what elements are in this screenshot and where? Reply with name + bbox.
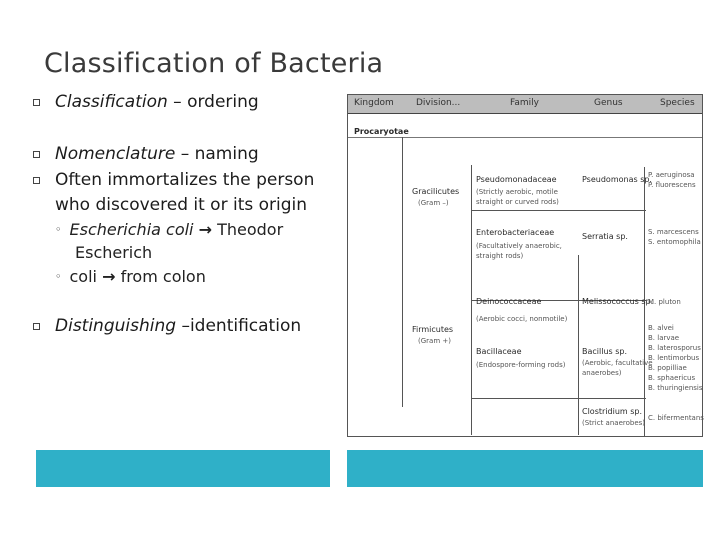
species-cell: P. aeruginosa bbox=[648, 171, 695, 179]
bullet-text: Often immortalizes the person bbox=[55, 170, 315, 190]
sub-bullet-item bbox=[55, 218, 283, 242]
family-note: straight rods) bbox=[476, 252, 524, 260]
arrow-icon: → bbox=[198, 220, 212, 239]
species-cell: B. larvae bbox=[648, 334, 680, 342]
genus-cell: Melissococcus sp. bbox=[582, 297, 654, 306]
tree-line bbox=[471, 210, 646, 211]
bullet-text: –identification bbox=[176, 316, 302, 336]
sub-bullet-item bbox=[55, 265, 206, 289]
bullet-text: who discovered it or its origin bbox=[55, 195, 308, 215]
family-note: (Endospore-forming rods) bbox=[476, 361, 566, 369]
bullet-term: Distinguishing bbox=[55, 316, 177, 336]
species-cell: B. sphaericus bbox=[648, 374, 696, 382]
square-bullet-icon bbox=[33, 99, 40, 106]
genus-note: (Aerobic, facultative bbox=[582, 359, 653, 367]
species-cell: M. pluton bbox=[648, 298, 681, 306]
family-cell: Bacillaceae bbox=[476, 347, 522, 356]
species-cell: B. lentimorbus bbox=[648, 354, 700, 362]
family-cell: Enterobacteriaceae bbox=[476, 228, 555, 237]
accent-bar-right bbox=[347, 450, 703, 487]
species-cell: B. popilliae bbox=[648, 364, 687, 372]
family-note: (Facultatively anaerobic, bbox=[476, 242, 562, 250]
slide-title: Classification of Bacteria bbox=[44, 48, 384, 79]
bullet-text: – naming bbox=[175, 144, 259, 164]
genus-cell: Bacillus sp. bbox=[582, 347, 628, 356]
column-header: Division... bbox=[416, 98, 461, 108]
species-cell: P. fluorescens bbox=[648, 181, 696, 189]
tree-line bbox=[402, 137, 403, 407]
tree-line bbox=[471, 398, 646, 399]
accent-bar-left bbox=[36, 450, 330, 487]
species-cell: B. laterosporus bbox=[648, 344, 701, 352]
division-note: (Gram –) bbox=[418, 199, 449, 207]
sub-bullet-term: Escherichia coli bbox=[69, 220, 194, 239]
square-bullet-icon bbox=[33, 151, 40, 158]
genus-cell: Serratia sp. bbox=[582, 232, 628, 241]
bullet-term: Nomenclature bbox=[55, 144, 176, 164]
family-cell: Deinococcaceae bbox=[476, 297, 542, 306]
arrow-icon: → bbox=[102, 267, 116, 286]
family-note: (Strictly aerobic, motile bbox=[476, 188, 558, 196]
sub-bullet-continuation: Escherich bbox=[75, 243, 153, 262]
tree-line bbox=[578, 255, 579, 435]
sub-bullet-text: Theodor bbox=[212, 220, 284, 239]
genus-cell: Pseudomonas sp. bbox=[582, 175, 652, 184]
family-cell: Pseudomonadaceae bbox=[476, 175, 557, 184]
sub-bullet-text: from colon bbox=[115, 267, 206, 286]
kingdom-cell: Procaryotae bbox=[354, 127, 409, 136]
table-header bbox=[348, 95, 702, 114]
division-cell: Firmicutes bbox=[412, 325, 454, 334]
division-note: (Gram +) bbox=[418, 337, 451, 345]
sub-bullet-term: coli bbox=[69, 267, 97, 286]
square-bullet-icon bbox=[33, 323, 40, 330]
column-header: Species bbox=[660, 98, 695, 108]
genus-note: anaerobes) bbox=[582, 369, 622, 377]
family-note: (Aerobic cocci, nonmotile) bbox=[476, 315, 568, 323]
column-header: Kingdom bbox=[354, 98, 394, 108]
column-header: Genus bbox=[594, 98, 623, 108]
genus-cell: Clostridium sp. bbox=[582, 407, 643, 416]
ring-bullet-icon: ◦ bbox=[55, 270, 62, 283]
genus-note: (Strict anaerobes) bbox=[582, 419, 646, 427]
square-bullet-icon bbox=[33, 177, 40, 184]
classification-table bbox=[347, 94, 703, 437]
column-header: Family bbox=[510, 98, 539, 108]
bullet-text: – ordering bbox=[167, 92, 259, 112]
species-cell: S. marcescens bbox=[648, 228, 699, 236]
species-cell: C. bifermentans bbox=[648, 414, 704, 422]
species-cell: S. entomophila bbox=[648, 238, 701, 246]
ring-bullet-icon: ◦ bbox=[55, 223, 62, 236]
division-cell: Gracilicutes bbox=[412, 187, 460, 196]
species-cell: B. alvei bbox=[648, 324, 674, 332]
bullet-term: Classification bbox=[55, 92, 168, 112]
species-cell: B. thuringiensis bbox=[648, 384, 703, 392]
family-note: straight or curved rods) bbox=[476, 198, 559, 206]
